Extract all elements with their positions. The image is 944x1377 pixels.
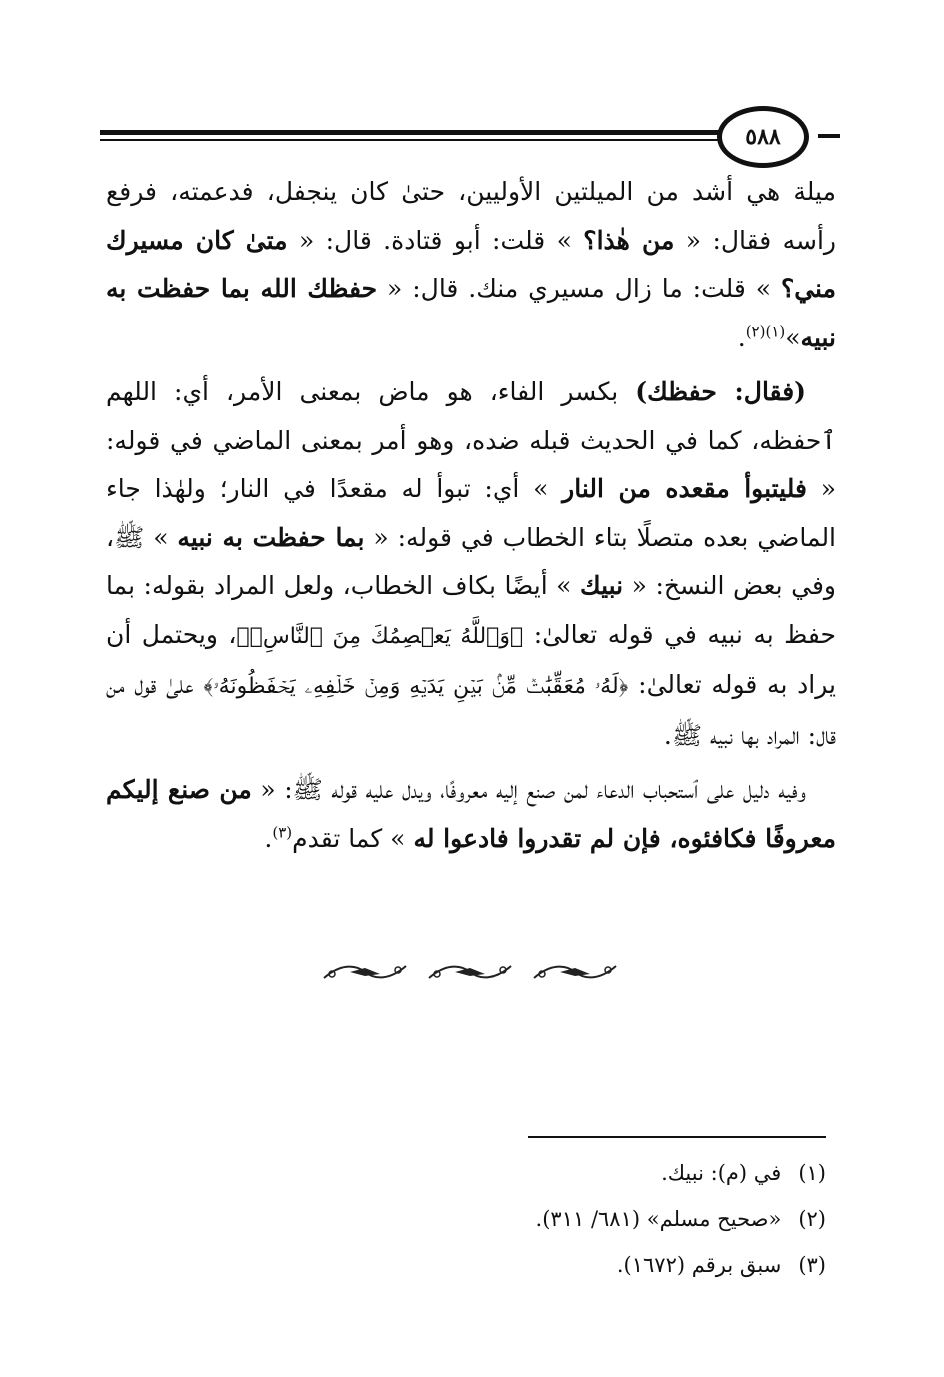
- bold-phrase: نبيك: [580, 571, 624, 600]
- bold-phrase: من هٰذا؟: [583, 225, 675, 255]
- bold-phrase: حفظك الله بما حفظت به نبيه: [106, 274, 836, 352]
- header-rule-thick: [100, 130, 730, 135]
- text-run: » أي: تبوأ له مقعدًا في النار؛ ولهٰذا جاء الماضي بعده متصلًا بتاء الخطاب في قوله: «: [106, 474, 837, 552]
- text-run: » ﷺ، وفي بعض النسخ: «: [106, 522, 836, 600]
- text-run: » قلت: أبو قتادة. قال: «: [287, 225, 584, 255]
- text-run: علىٰ قول من قال: المراد بها نبيه ﷺ.: [106, 670, 836, 750]
- ornament-flourish-icon: [320, 960, 410, 984]
- section-ornament: [320, 958, 620, 986]
- footnote-number: (٢): [798, 1207, 826, 1231]
- quran-verse: ﴿وَٱللَّهُ يَعۡصِمُكَ مِنَ ٱلنَّاسِۗ﴾: [236, 623, 524, 649]
- ornament-flourish-icon: [530, 960, 620, 984]
- bold-phrase: (فقال: حفظك): [635, 377, 806, 406]
- footnote-text: «صحيح مسلم» (٦٨١/ ٣١١).: [535, 1207, 782, 1231]
- text-run: » أيضًا بكاف الخطاب، ولعل المراد بقوله: بما حفظ به نبيه في قوله تعالىٰ:: [106, 571, 837, 649]
- page-header: [100, 92, 840, 172]
- paragraph-p2: [106, 368, 836, 760]
- text-run: بكسر الفاء، هو ماض بمعنى الأمر، أي: اللهم ٱحفظه، كما في الحديث قبله ضده، وهو أمر بمعنى الماضي في قوله: «: [106, 377, 836, 503]
- text-run: وفيه دليل على ٱستحباب الدعاء لمن صنع إليه معروفًا، ويدل عليه قوله ﷺ: «: [251, 775, 806, 804]
- page-number: ٥٨٨: [745, 124, 781, 150]
- footnote-1: [326, 1150, 826, 1196]
- footnote-text: في (م): نبيك.: [661, 1161, 782, 1185]
- text-run: »: [785, 322, 801, 352]
- bold-phrase: متىٰ كان مسيرك مني؟: [106, 225, 836, 303]
- page-number-badge: [717, 106, 809, 168]
- footnote-2: [326, 1196, 826, 1242]
- text-run: ، ويحتمل أن يراد به قوله تعالىٰ:: [106, 619, 836, 699]
- text-run: » قلت: ما زال مسيري منك. قال: «: [377, 274, 781, 303]
- text-run: ميلة هي أشد من الميلتين الأوليين، حتىٰ كان ينجفل، فدعمته، فرفع رأسه فقال: «: [106, 177, 836, 255]
- quran-verse: ﴿لَهُۥ مُعَقِّبَٰتٞ مِّنۢ بَيۡنِ يَدَيۡهِ وَمِنۡ خَلۡفِهِۦ يَحۡفَظُونَهُۥ﴾: [203, 674, 629, 699]
- paragraph-p3: [106, 766, 836, 863]
- footnotes: [326, 1150, 826, 1288]
- footnote-number: (٣): [798, 1253, 826, 1277]
- footnote-number: (١): [798, 1161, 826, 1185]
- bold-phrase: من صنع إليكم معروفًا فكافئوه، فإن لم تقدروا فادعوا له: [106, 775, 836, 853]
- text-run: .: [264, 823, 273, 853]
- text-run: » كما تقدم: [292, 823, 414, 853]
- footnote-text: سبق برقم (١٦٧٢).: [616, 1253, 782, 1277]
- header-rule-thin: [100, 139, 730, 141]
- footnote-divider: [528, 1136, 826, 1138]
- bold-phrase: بما حفظت به نبيه: [177, 522, 365, 552]
- header-rule-right: [818, 134, 840, 138]
- footnote-marker: (٣): [272, 823, 293, 842]
- ornament-flourish-icon: [425, 960, 515, 984]
- bold-phrase: فليتبوأ مقعده من النار: [562, 474, 807, 503]
- main-text: [106, 168, 836, 863]
- footnote-3: [326, 1242, 826, 1288]
- paragraph-p1: [106, 168, 836, 362]
- footnote-marker: (١)(٢): [745, 322, 786, 341]
- text-run: .: [737, 322, 746, 352]
